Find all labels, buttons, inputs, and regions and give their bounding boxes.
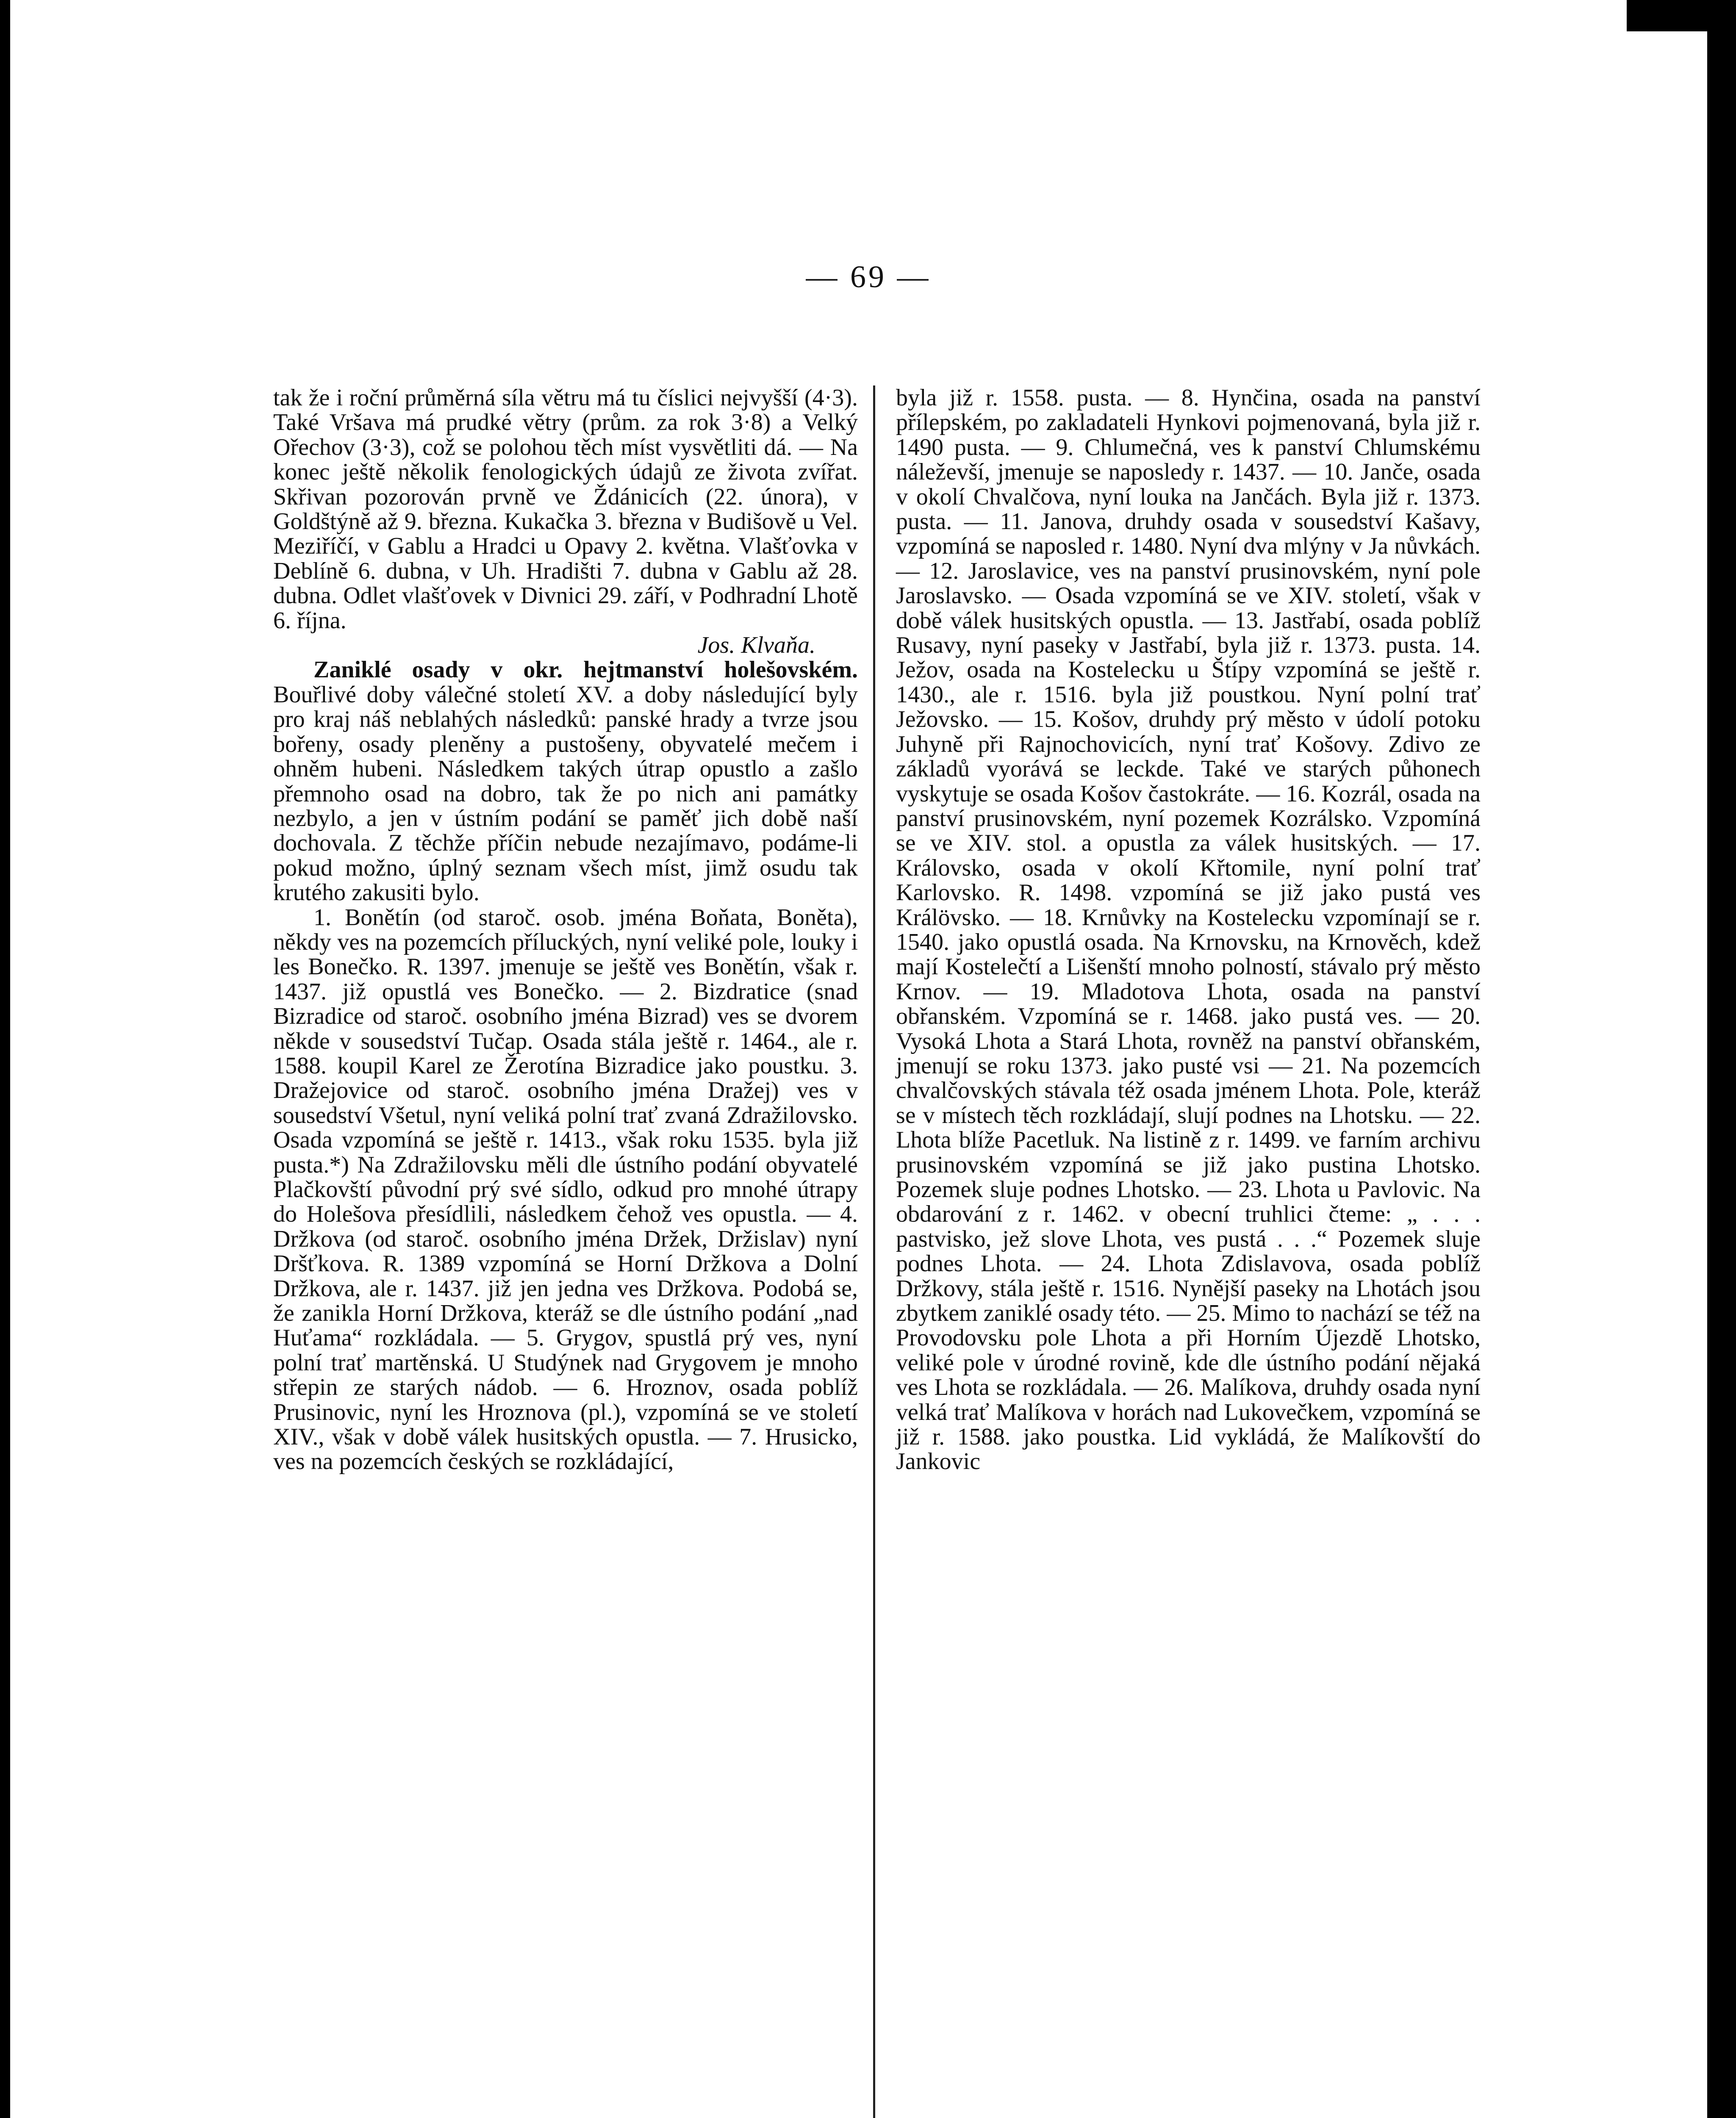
left-paragraph-1: tak že i roční průměrná síla větru má tu číslici nejvyšší (4·3). Také Vršava má prudké větry (prům. za rok 3·8) a Velký Ořechov (3·3), což se polohou těch míst vysvětliti dá. — Na konec ještě několik fenologických údajů ze života zvířat. Skřivan pozorován prvně ve Ždánicích (22. února), v Goldštýně až 9. března. Kukačka 3. března v Budišově u Vel. Meziříčí, v Gablu a Hradci u Opavy 2. května. Vlašťovka v Deblíně 6. dubna, v Uh. Hradišti 7. dubna v Gablu až 28. dubna. Odlet vlašťovek v Divnici 29. září, v Podhradní Lhotě 6. října. — [273, 385, 858, 634]
left-paragraph-2-text: Bouřlivé doby válečné století XV. a doby následující byly pro kraj náš neblahých následků: panské hrady a tvrze jsou bořeny, osady pleněny a pustošeny, obyvatelé mečem i ohněm hubeni. Následkem takých útrap opustlo a zašlo přemnoho osad na dobro, tak že po nich ani památky nezbylo, a jen v ústním podání se paměť jich době naší dochovala. Z těchže příčin nebude nezajímavo, podáme-li pokud možno, úplný seznam všech míst, jimž osudu tak krutého zakusiti bylo. — [273, 681, 858, 906]
scan-border-right — [1707, 0, 1736, 2118]
scan-corner-mark — [1627, 0, 1707, 31]
column-divider — [873, 385, 875, 2118]
scan-border-left — [0, 0, 10, 2118]
right-paragraph-1: byla již r. 1558. pusta. — 8. Hynčina, osada na panství přílepském, po zakladateli Hynkovi pojmenovaná, byla již r. 1490 pusta. — 9. Chlumečná, ves k panství Chlumskému náleževší, jmenuje se naposledy r. 1437. — 10. Janče, osada v okolí Chvalčova, nyní louka na Jančách. Byla již r. 1373. pusta. — 11. Janova, druhdy osada v sousedství Kašavy, vzpomíná se naposled r. 1480. Nyní dva mlýny v Ja nůvkách. — 12. Jaroslavice, ves na panství prusinovském, nyní pole Jaroslavsko. — Osada vzpomíná se ve XIV. století, však v době válek husitských opustla. — 13. Jastřabí, osada poblíž Rusavy, nyní paseky v Jastřabí, byla již r. 1373. pusta. 14. Ježov, osada na Kostelecku u Štípy vzpomíná se ještě r. 1430., ale r. 1516. byla již poustkou. Nyní polní trať Ježovsko. — 15. Košov, druhdy prý město v údolí potoku Juhyně při Rajnochovicích, nyní trať Košovy. Zdivo ze základů vyorává se leckde. Také ve starých půhonech vyskytuje se osada Košov častokráte. — 16. Kozrál, osada na panství prusinovském, nyní pozemek Kozrálsko. Vzpomíná se ve XIV. stol. a opustla za válek husitských. — 17. Královsko, osada v okolí Křtomile, nyní polní trať Karlovsko. R. 1498. vzpomíná se již jako pustá ves Králövsko. — 18. Krnůvky na Kostelecku vzpomínají se r. 1540. jako opustlá osada. Na Krnovsku, na Krnověch, kdež mají Kostelečtí a Lišenští mnoho polností, stávalo prý město Krnov. — 19. Mladotova Lhota, osada na panství obřanském. Vzpomíná se r. 1468. jako pustá ves. — 20. Vysoká Lhota a Stará Lhota, rovněž na panství obřanském, jmenují se roku 1373. jako pusté vsi — 21. Na pozemcích chvalčovských stávala též osada jménem Lhota. Pole, kteráž se v místech těch rozkládají, slují podnes na Lhotsku. — 22. Lhota blíže Pacetluk. Na listině z r. 1499. ve farním archivu prusinovském vzpomíná se již jako pustina Lhotsko. Pozemek sluje podnes Lhotsko. — 23. Lhota u Pavlovic. Na obdarování z r. 1462. v obecní truhlici čteme: „ . . . pastvisko, jež slove Lhota, ves pustá . . .“ Pozemek sluje podnes Lhota. — 24. Lhota Zdislavova, osada poblíž Držkovy, stála ještě r. 1516. Nynější paseky na Lhotách jsou zbytkem zaniklé osady této. — 25. Mimo to nachází se též na Provodovsku pole Lhota a při Horním Újezdě Lhotsko, veliké pole v úrodné rovině, kde dle ústního podání nějaká ves Lhota se rozkládala. — 26. Malíkova, druhdy osada nyní velká trať Malíkova v horách nad Lukovečkem, vzpomíná se již r. 1588. jako poustka. Lid vykládá, že Malíkovští do Jankovic — [896, 385, 1481, 1475]
left-column — [273, 385, 858, 1474]
page-number: — 69 — — [806, 260, 931, 294]
author-signature: Jos. Klvaňa. — [697, 632, 815, 659]
right-column — [896, 385, 1481, 1474]
left-paragraph-2 — [273, 657, 858, 905]
left-paragraph-3: 1. Bonětín (od staroč. osob. jména Boňata, Boněta), někdy ves na pozemcích příluckých, nyní veliké pole, louky i les Bonečko. R. 1397. jmenuje se ještě ves Bonětín, však r. 1437. již opustlá ves Bonečko. — 2. Bizdratice (snad Bizradice od staroč. osobního jména Bizrad) ves se dvorem někde v sousedství Tučap. Osada stála ještě r. 1464., ale r. 1588. koupil Karel ze Žerotína Bizradice jako poustku. 3. Dražejovice od staroč. osobního jména Dražej) ves v sousedství Všetul, nyní veliká polní trať zvaná Zdražilovsko. Osada vzpomíná se ještě r. 1413., však roku 1535. byla již pusta.*) Na Zdražilovsku měli dle ústního podání obyvatelé Plačkovští původní prý své sídlo, odkud pro mnohé útrapy do Holešova přesídlili, následkem čehož ves opustla. — 4. Držkova (od staroč. osobního jména Držek, Držislav) nyní Dršťkova. R. 1389 vzpomíná se Horní Držkova a Dolní Držkova, ale r. 1437. již jen jedna ves Držkova. Podobá se, že zanikla Horní Držkova, kteráž se dle ústního podání „nad Huťama“ rozkládala. — 5. Grygov, spustlá prý ves, nyní polní trať martěnská. U Studýnek nad Grygovem je mnoho střepin ze starých nádob. — 6. Hroznov, osada poblíž Prusinovic, nyní les Hroznova (pl.), vzpomíná se ve století XIV., však v době válek husitských opustla. — 7. Hrusicko, ves na pozemcích českých se rozkládající, — [273, 904, 858, 1475]
section-heading: Zaniklé osady v okr. hejtmanství holešovském. — [313, 657, 858, 683]
